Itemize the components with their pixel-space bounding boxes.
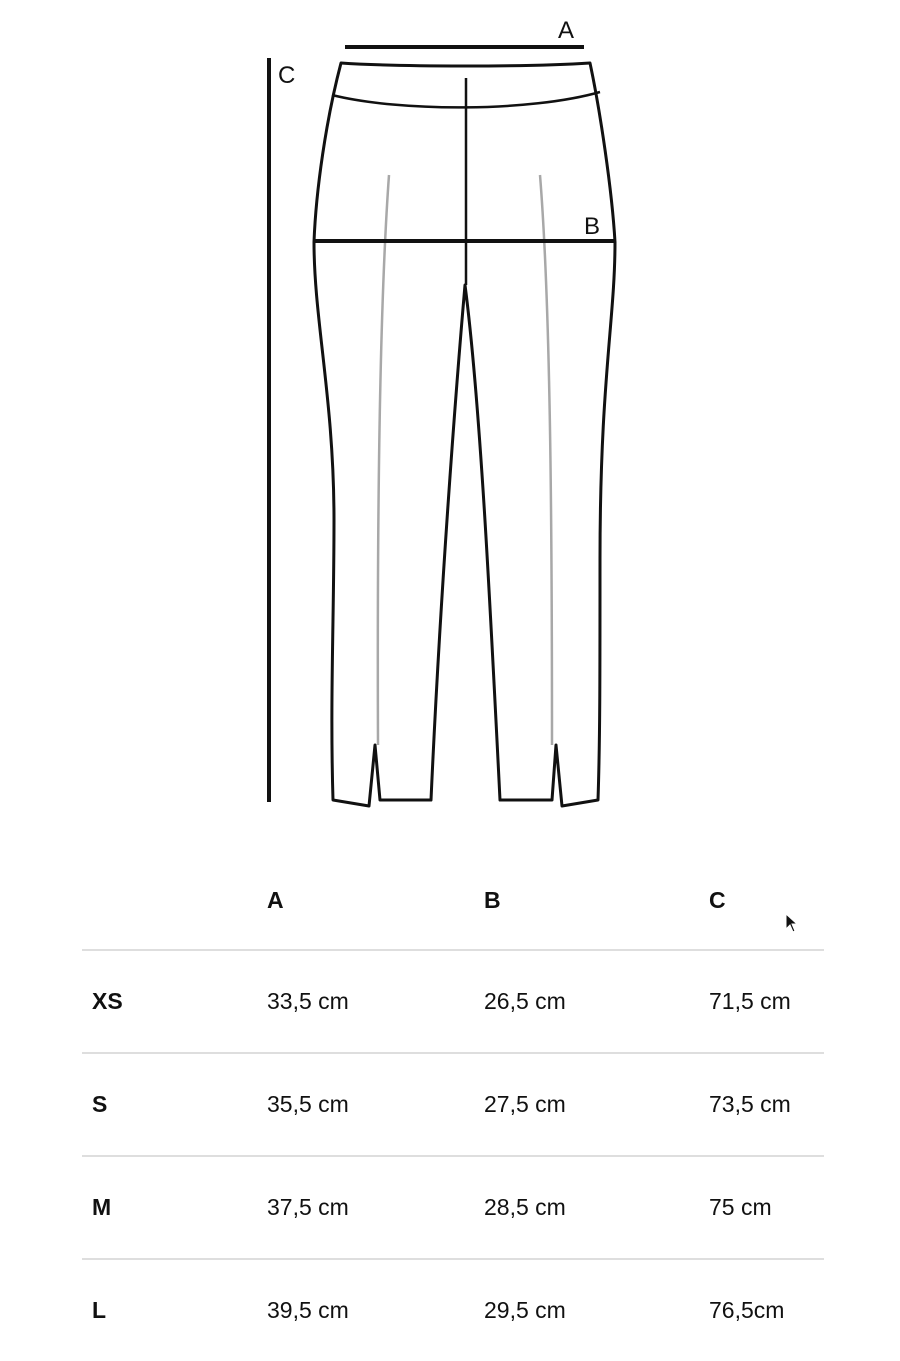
label-b: B: [584, 213, 601, 240]
right-crease-line: [540, 175, 552, 745]
pants-outline: [314, 63, 615, 806]
size-label: S: [92, 1091, 108, 1117]
table-row-s: [82, 1054, 824, 1157]
label-c: C: [278, 62, 296, 89]
value-a: 37,5 cm: [267, 1194, 349, 1220]
size-label: M: [92, 1194, 112, 1220]
value-b: 27,5 cm: [484, 1091, 566, 1117]
value-b: 26,5 cm: [484, 988, 566, 1014]
value-c: 76,5cm: [709, 1297, 785, 1323]
table-header-row: [82, 850, 824, 951]
value-b: 29,5 cm: [484, 1297, 566, 1323]
value-c: 75 cm: [709, 1194, 772, 1220]
value-a: 35,5 cm: [267, 1091, 349, 1117]
arrow-pointer-icon: [785, 913, 799, 933]
header-b: B: [484, 887, 501, 913]
left-crease-line: [378, 175, 389, 745]
size-chart-table: [82, 850, 824, 1361]
value-c: 73,5 cm: [709, 1091, 791, 1117]
table-row-xs: [82, 951, 824, 1054]
value-b: 28,5 cm: [484, 1194, 566, 1220]
table-row-m: [82, 1157, 824, 1260]
value-a: 33,5 cm: [267, 988, 349, 1014]
header-a: A: [267, 887, 284, 913]
table-row-l: [82, 1260, 824, 1361]
value-c: 71,5 cm: [709, 988, 791, 1014]
header-c: C: [709, 887, 726, 913]
size-label: XS: [92, 988, 123, 1014]
size-label: L: [92, 1297, 107, 1323]
label-a: A: [558, 17, 575, 44]
value-a: 39,5 cm: [267, 1297, 349, 1323]
